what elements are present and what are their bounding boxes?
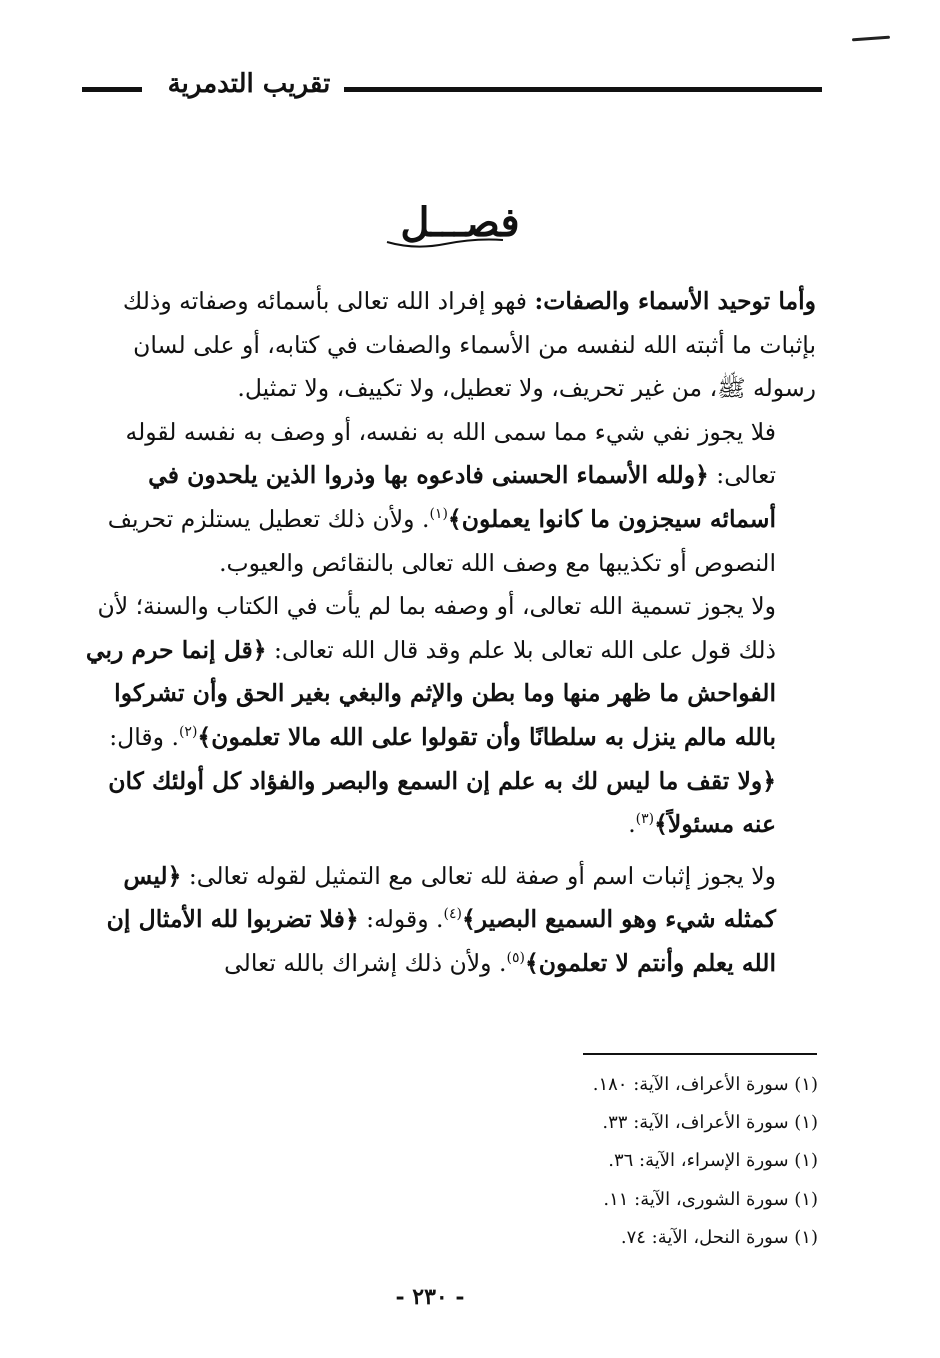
footnote-ref-1: (١) — [429, 506, 448, 523]
footnote-4: (١) سورة الشورى، الآية: ١١. — [603, 1188, 818, 1210]
footnote-ref-3: (٣) — [635, 811, 655, 828]
page-number: - ٢٣٠ - — [395, 1284, 465, 1310]
quran-verse-nahl-74: ﴿فلا تضربوا لله الأمثال إن الله يعلم وأنتم لا تعلمون﴾ — [106, 905, 776, 977]
paragraph-1-lead: وأما توحيد الأسماء والصفات: — [534, 287, 816, 315]
paragraph-3-text-c: . — [628, 810, 636, 839]
paragraph-4 — [80, 855, 816, 986]
paragraph-1 — [80, 280, 816, 411]
paragraph-4-text-b: . وقوله: — [358, 905, 444, 934]
paragraph-2 — [80, 411, 816, 585]
quran-verse-araf-33: ﴿قل إنما حرم ربي الفواحش ما ظهر منها وما بطن والإثم والبغي بغير الحق وأن تشركوا بالله مالم ينزل به سلطانًا وأن تقولوا على الله مالا تعلمون﴾ — [85, 635, 776, 751]
footnote-1: (١) سورة الأعراف، الآية: ١٨٠. — [592, 1074, 818, 1095]
quran-verse-araf-180: ﴿ولله الأسماء الحسنى فادعوه بها وذروا الذين يلحدون في أسمائه سيجزون ما كانوا يعملون﴾ — [148, 461, 776, 533]
running-title: تقريب التدمرية — [167, 69, 331, 99]
paragraph-4-text-a: ولا يجوز إثبات اسم أو صفة لله تعالى مع التمثيل لقوله تعالى: — [181, 861, 776, 890]
footnote-ref-2: (٢) — [178, 724, 198, 741]
footnote-ref-5: (٥) — [506, 950, 525, 967]
header-rule-left — [82, 87, 142, 92]
header-rule-right — [344, 87, 822, 92]
paragraph-2-text-b: . ولأن ذلك تعطيل يستلزم تحريف النصوص أو تكذيبها مع وصف الله تعالى بالنقائص والعيوب. — [107, 504, 776, 577]
paragraph-1-text: فهو إفراد الله تعالى بأسمائه وصفاته وذلك بإثبات ما أثبته الله لنفسه من الأسماء والصفات في كتابه، أو على لسان رسوله ﷺ، من غير تحريف، ولا تعطيل، ولا تكييف، ولا تمثيل. — [122, 287, 816, 403]
paragraph-2-text-a: فلا يجوز نفي شيء مما سمى الله به نفسه، أو وصف به نفسه لقوله تعالى: — [125, 417, 776, 490]
running-head — [78, 62, 822, 106]
paragraph-4-text-c: . ولأن ذلك إشراك بالله تعالى — [224, 948, 507, 977]
title-swash-ornament — [385, 236, 505, 250]
footnote-2: (١) سورة الأعراف، الآية: ٣٣. — [602, 1112, 818, 1134]
paragraph-3-text-a: ولا يجوز تسمية الله تعالى، أو وصفه بما لم يأت في الكتاب والسنة؛ لأن ذلك قول على الله تعالى بلا علم وقد قال الله تعالى: — [97, 592, 776, 664]
footnote-ref-4: (٤) — [443, 906, 462, 923]
quran-verse-isra-36: ﴿ولا تقف ما ليس لك به علم إن السمع والبصر والفؤاد كل أولئك كان عنه مسئولاً﴾ — [108, 766, 776, 839]
paragraph-3 — [80, 585, 816, 847]
scan-mark — [852, 36, 890, 42]
footnote-separator — [583, 1053, 817, 1055]
footnote-3: (١) سورة الإسراء، الآية: ٣٦. — [608, 1150, 818, 1172]
paragraph-3-text-b: . وقال: — [109, 722, 179, 751]
footnote-5: (١) سورة النحل، الآية: ٧٤. — [620, 1226, 818, 1248]
body-text — [80, 280, 816, 986]
quran-verse-shura-11: ﴿ليس كمثله شيء وهو السميع البصير﴾ — [123, 861, 776, 934]
section-title: فصـــل — [400, 199, 520, 246]
footnotes — [420, 1066, 818, 1257]
